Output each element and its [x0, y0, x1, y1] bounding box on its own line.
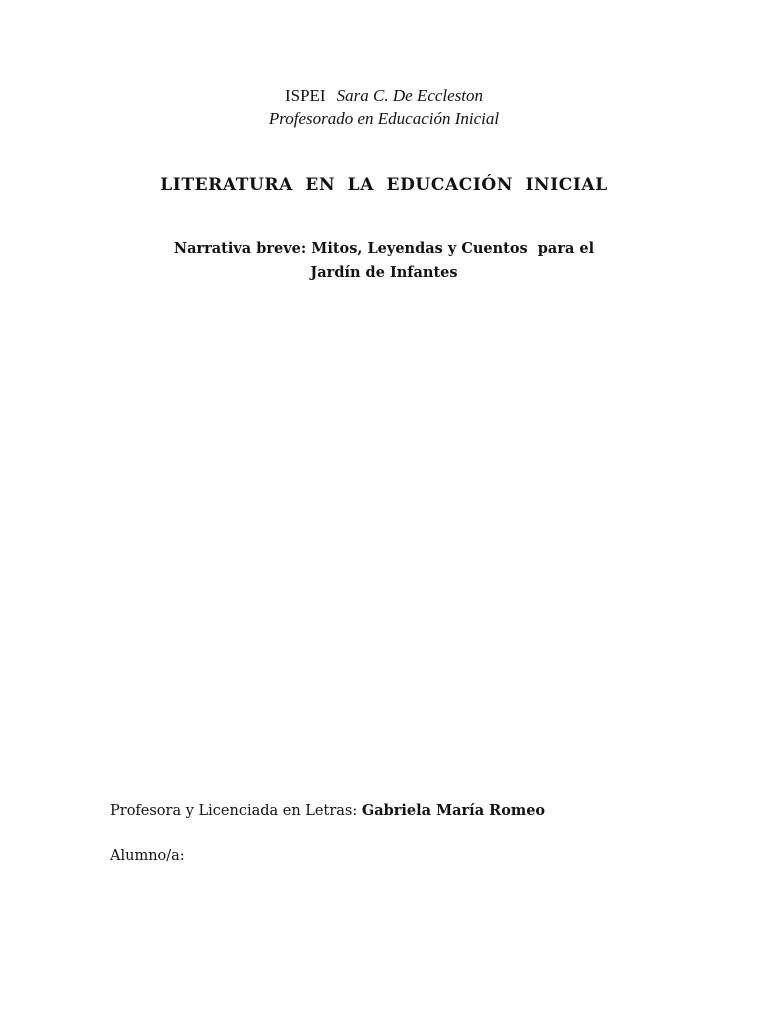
teacher-name: Gabriela María Romeo [361, 802, 546, 819]
institution-person: Sara C. De Eccleston [336, 86, 484, 105]
teacher-line [110, 802, 545, 819]
document-title: LITERATURA EN LA EDUCACIÓN INICIAL [160, 175, 608, 195]
teacher-label: Profesora y Licenciada en Letras: [110, 803, 358, 819]
program-name: Profesorado en Educación Inicial [268, 109, 500, 128]
subtitle-line-2: Jardín de Infantes [310, 264, 458, 281]
institution-name: ISPEI [284, 86, 326, 105]
student-label: Alumno/a: [110, 848, 185, 864]
subtitle-line-1: Narrativa breve: Mitos, Leyendas y Cuentos para el [173, 240, 595, 257]
institution-line [0, 86, 768, 106]
